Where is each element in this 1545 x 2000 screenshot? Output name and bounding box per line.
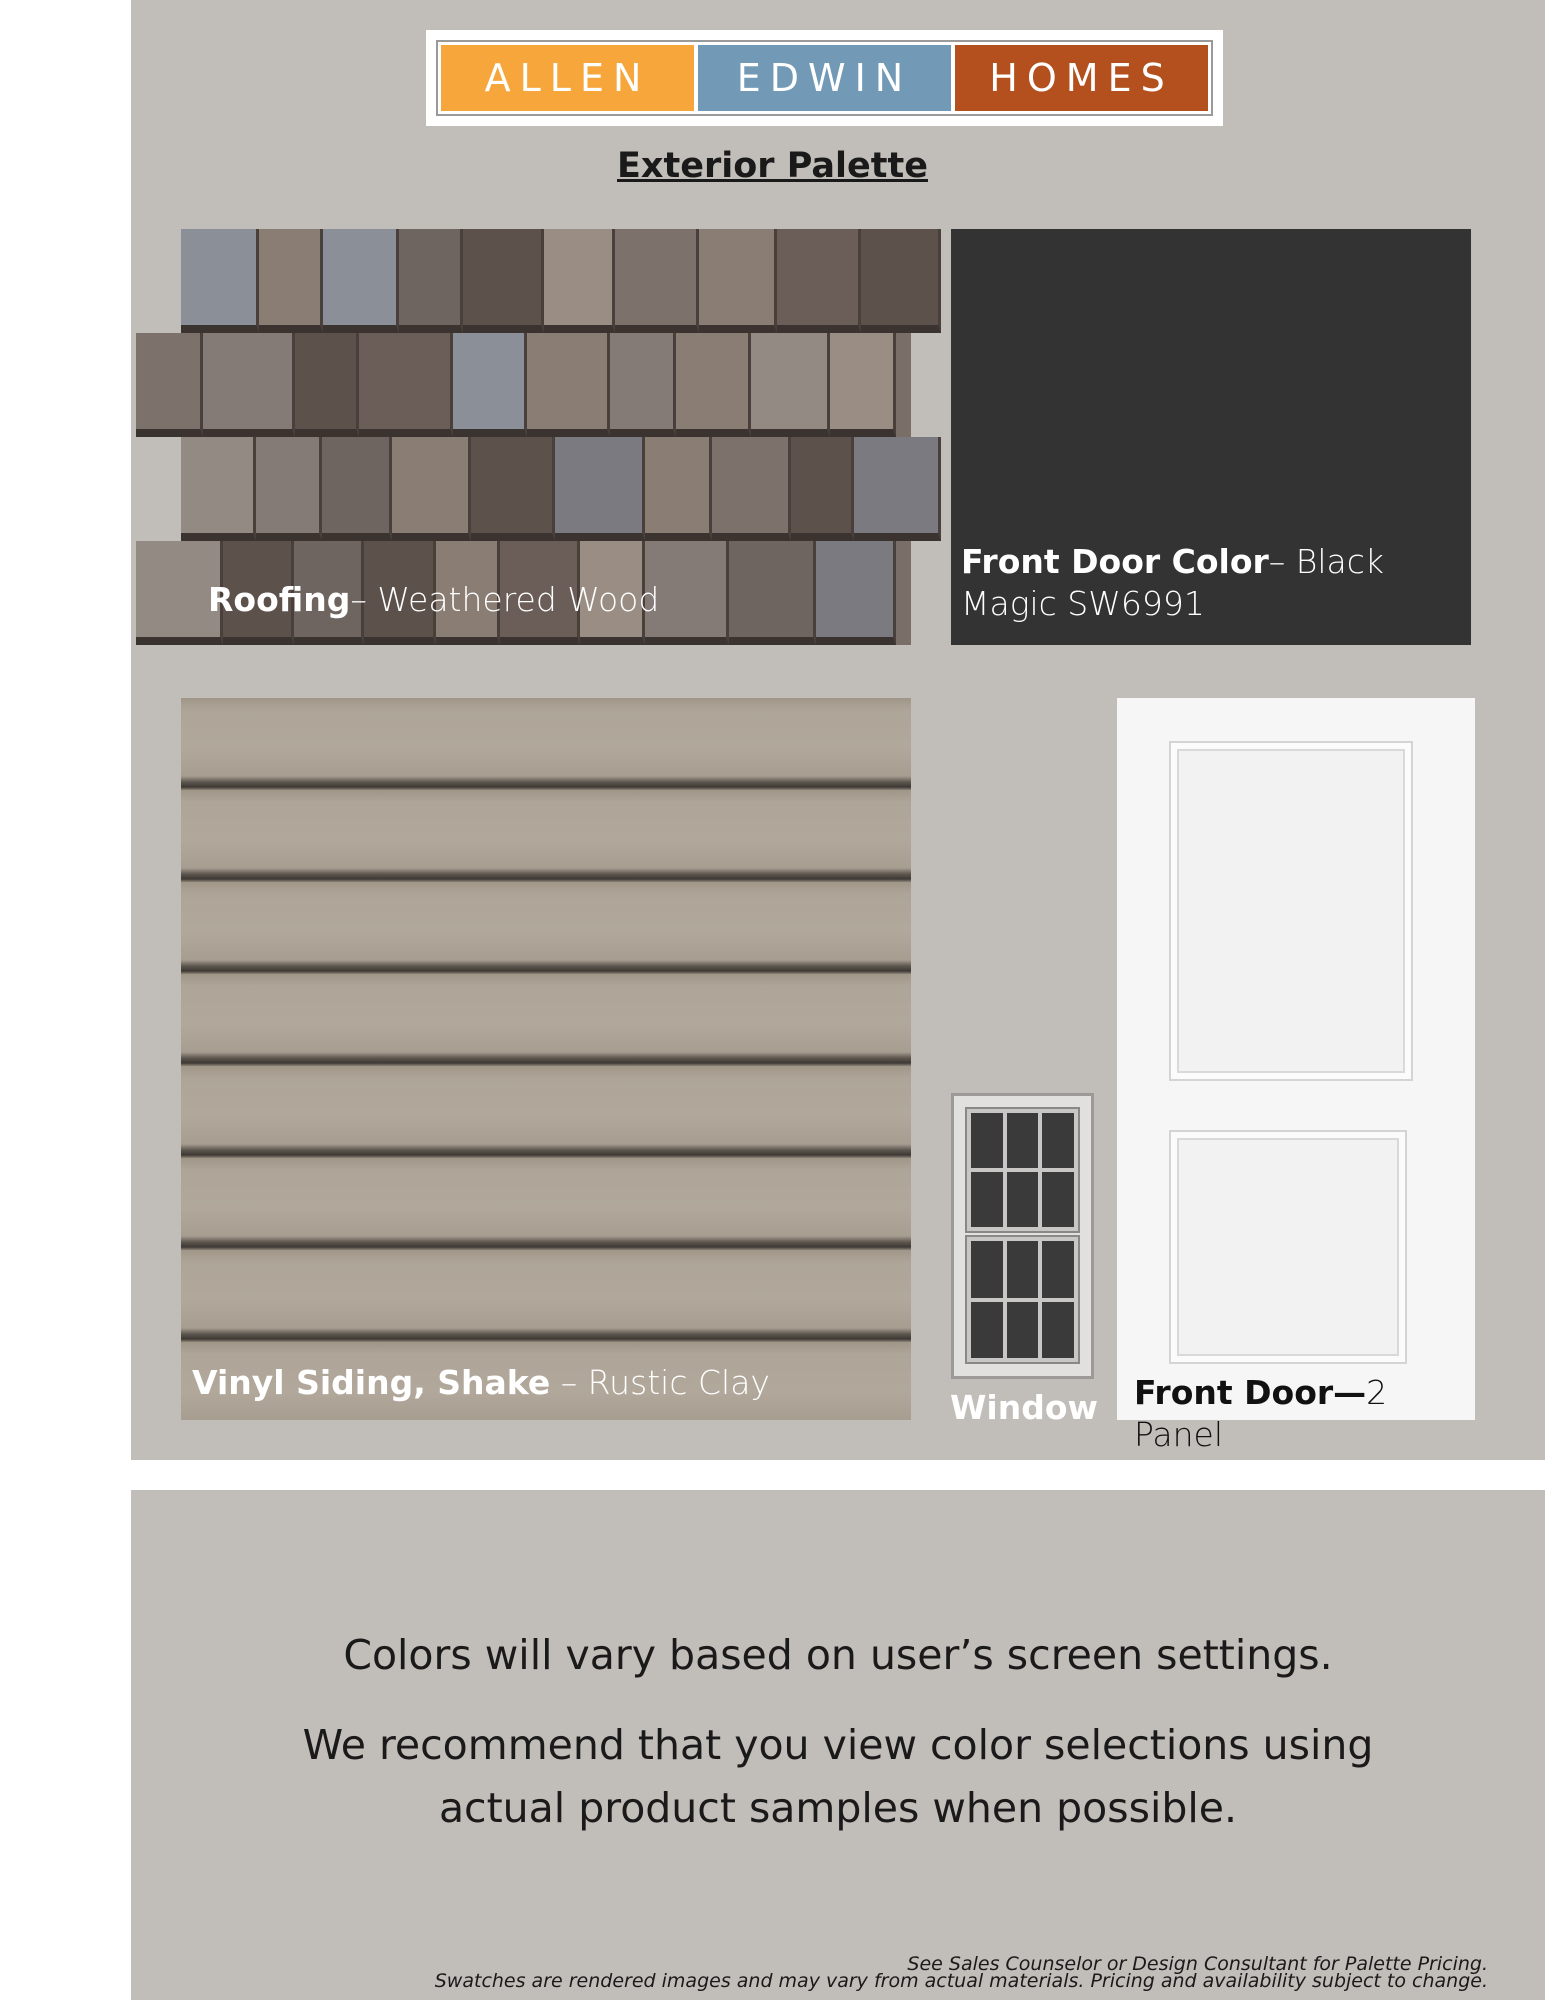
recommend-note-line1: We recommend that you view color selections using	[302, 1721, 1374, 1769]
shingle-tile	[259, 229, 324, 333]
shingle-tile	[181, 437, 256, 541]
front-door-value: 2 Panel	[1134, 1373, 1388, 1454]
window-pane	[971, 1113, 1003, 1168]
window-swatch	[951, 1093, 1094, 1379]
shingle-tile	[555, 437, 644, 541]
front-door-color-code: Magic SW6991	[961, 584, 1205, 623]
window-pane	[971, 1172, 1003, 1227]
roofing-value: – Weathered Wood	[350, 580, 660, 619]
window-pane	[1007, 1302, 1039, 1359]
shingle-tile	[615, 229, 699, 333]
shingle-tile	[471, 437, 555, 541]
front-door-color-swatch	[951, 229, 1471, 645]
shingle-tile	[861, 229, 941, 333]
shingle-tile	[256, 437, 321, 541]
shingle-tile	[359, 333, 452, 437]
swatch-disclaimer: Swatches are rendered images and may vary from actual materials. Pricing and availability subject to change.	[434, 1970, 1488, 1992]
front-door-caption	[1134, 1372, 1475, 1456]
siding-label: Vinyl Siding, Shake	[192, 1363, 551, 1402]
roofing-label: Roofing	[208, 580, 351, 619]
shingle-tile	[854, 437, 941, 541]
shingle-tile	[699, 229, 777, 333]
pricing-note: See Sales Counselor or Design Consultant for Palette Pricing.	[907, 1953, 1488, 1975]
shingle-tile	[676, 333, 751, 437]
window-pane	[1007, 1241, 1039, 1298]
logo-edwin: EDWIN	[698, 45, 951, 111]
shingle-tile	[181, 229, 259, 333]
allen-edwin-homes-logo	[426, 30, 1223, 126]
window-pane	[1042, 1241, 1074, 1298]
window-pane	[1042, 1113, 1074, 1168]
front-door-color-label: Front Door Color	[961, 542, 1269, 581]
shingle-tile	[610, 333, 676, 437]
shingle-tile	[751, 333, 830, 437]
shingle-tile	[295, 333, 359, 437]
door-upper-panel	[1169, 741, 1413, 1081]
shingle-tile	[463, 229, 544, 333]
window-label: Window	[950, 1388, 1098, 1427]
window-pane	[1007, 1113, 1039, 1168]
siding-swatch	[181, 698, 911, 1420]
shingle-tile	[729, 541, 816, 645]
shingle-tile	[645, 437, 712, 541]
window-pane	[1042, 1172, 1074, 1227]
logo-homes: HOMES	[955, 45, 1208, 111]
window-pane	[1042, 1302, 1074, 1359]
shingle-tile	[712, 437, 791, 541]
front-door-label: Front Door—	[1134, 1373, 1367, 1412]
shingle-tile	[136, 333, 203, 437]
siding-value: – Rustic Clay	[550, 1363, 770, 1402]
shingle-tile	[203, 333, 296, 437]
page-title: Exterior Palette	[617, 146, 928, 186]
shingle-tile	[322, 437, 393, 541]
shingle-tile	[830, 333, 896, 437]
shingle-tile	[399, 229, 463, 333]
door-lower-panel	[1169, 1130, 1407, 1364]
shingle-tile	[791, 437, 855, 541]
recommend-note-line2: actual product samples when possible.	[438, 1784, 1238, 1832]
shingle-tile	[527, 333, 610, 437]
window-pane	[971, 1302, 1003, 1359]
front-door-swatch	[1117, 698, 1475, 1454]
shingle-tile	[323, 229, 399, 333]
screen-settings-note: Colors will vary based on user’s screen settings.	[343, 1631, 1333, 1679]
siding-caption	[192, 1362, 770, 1404]
roofing-caption	[208, 579, 659, 621]
shingle-tile	[544, 229, 615, 333]
roofing-swatch	[181, 229, 911, 645]
shingle-tile	[816, 541, 896, 645]
window-pane	[1007, 1172, 1039, 1227]
front-door-color-caption	[961, 541, 1384, 625]
front-door-color-value: – Black	[1268, 542, 1385, 581]
window-pane	[971, 1241, 1003, 1298]
logo-allen: ALLEN	[441, 45, 694, 111]
shingle-tile	[392, 437, 471, 541]
shingle-tile	[777, 229, 861, 333]
shingle-tile	[453, 333, 527, 437]
